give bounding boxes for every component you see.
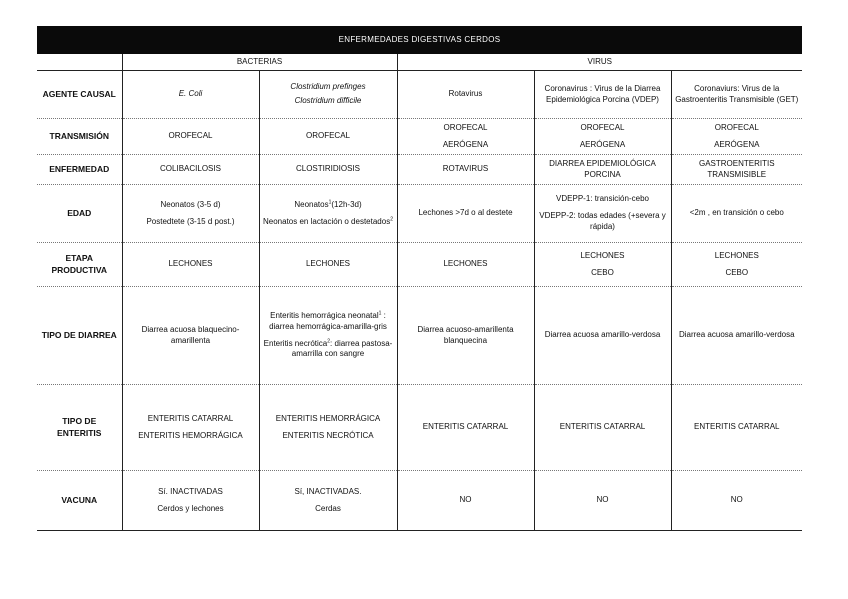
cell-line: OROFECAL (443, 122, 488, 132)
cell: Rotavirus (397, 71, 534, 119)
row-tipo-enteritis (37, 385, 802, 471)
cell (122, 471, 259, 531)
cell-line: ENTERITIS NECRÓTICA (282, 430, 374, 440)
cell (397, 119, 534, 155)
cell: Coronaviurs: Virus de la Gastroenteritis Transmisible (GET) (671, 71, 802, 119)
cell-line: ENTERITIS HEMORRÁGICA (138, 430, 243, 440)
cell-line: CEBO (725, 267, 749, 277)
cell: ENTERITIS CATARRAL (671, 385, 802, 471)
group-header-row (37, 54, 802, 71)
row-header: ENFERMEDAD (37, 155, 122, 185)
cell-line: CEBO (591, 267, 614, 277)
cell: ROTAVIRUS (397, 155, 534, 185)
cell (534, 185, 671, 243)
cell: CLOSTIRIDIOSIS (259, 155, 397, 185)
cell-text: Enteritis necrótica (263, 338, 328, 348)
footnote-mark: 1 (378, 310, 382, 317)
cell-line: Sí, INACTIVADAS. (294, 486, 362, 496)
cell-line: Sí. INACTIVADAS (158, 486, 223, 496)
footnote-mark: 1 (328, 199, 332, 206)
cell-line: Cerdos y lechones (157, 503, 224, 513)
cell-line (263, 200, 394, 211)
cell-line (263, 217, 394, 228)
cell-line: OROFECAL (580, 122, 625, 132)
cell: ENTERITIS CATARRAL (397, 385, 534, 471)
cell: LECHONES (122, 243, 259, 287)
cell (671, 119, 802, 155)
title-row (37, 26, 802, 54)
cell: LECHONES (259, 243, 397, 287)
cell: Diarrea acuosa amarillo-verdosa (534, 287, 671, 385)
cell-text: : diarrea pastosa-amarrilla con sangre (291, 338, 393, 359)
cell: ENTERITIS CATARRAL (534, 385, 671, 471)
corner-cell (37, 54, 122, 71)
footnote-mark: 2 (327, 337, 331, 344)
row-enfermedad (37, 155, 802, 185)
row-header: TRANSMISIÓN (37, 119, 122, 155)
cell-line: AERÓGENA (714, 139, 760, 149)
cell (259, 185, 397, 243)
cell (259, 471, 397, 531)
cell-text: Neonatos (294, 199, 329, 209)
cell (259, 385, 397, 471)
cell: OROFECAL (259, 119, 397, 155)
cell-line: ENTERITIS CATARRAL (147, 413, 234, 423)
cell-text: : diarrea hemorrágica-amarilla-gris (269, 310, 387, 331)
row-header: ETAPA PRODUCTIVA (37, 243, 122, 287)
cell-text: (12h-3d) (331, 199, 362, 209)
cell: NO (397, 471, 534, 531)
row-edad (37, 185, 802, 243)
cell-line: Postedtete (3-15 d post.) (146, 216, 235, 226)
cell (259, 287, 397, 385)
cell: OROFECAL (122, 119, 259, 155)
cell: Coronavirus : Virus de la Diarrea Epidemiológica Porcina (VDEP) (534, 71, 671, 119)
cell: DIARREA EPIDEMIOLÓGICA PORCINA (534, 155, 671, 185)
cell-line (263, 339, 394, 361)
row-header: AGENTE CAUSAL (37, 71, 122, 119)
cell-line: Cerdas (315, 503, 341, 513)
cell: Lechones >7d o al destete (397, 185, 534, 243)
group-bacterias: BACTERIAS (122, 54, 397, 71)
cell-text: Neonatos en lactación o destetados (263, 216, 391, 226)
row-agente-causal (37, 71, 802, 119)
row-header: VACUNA (37, 471, 122, 531)
cell (259, 71, 397, 119)
cell: Diarrea acuosa blaquecino-amarillenta (122, 287, 259, 385)
cell-line: LECHONES (714, 250, 759, 260)
footnote-mark: 2 (390, 215, 393, 222)
cell (122, 385, 259, 471)
cell-line: Clostridium prefinges (290, 82, 366, 92)
cell-line: VDEPP-1: transición-cebo (556, 194, 649, 204)
row-etapa-productiva (37, 243, 802, 287)
row-header: TIPO DE ENTERITIS (37, 385, 122, 471)
cell-line: LECHONES (580, 250, 625, 260)
cell-line (263, 311, 394, 333)
cell-line: AERÓGENA (579, 139, 626, 149)
cell: GASTROENTERITIS TRANSMISIBLE (671, 155, 802, 185)
cell-text: Enteritis hemorrágica neonatal (270, 310, 379, 320)
table-title: ENFERMEDADES DIGESTIVAS CERDOS (37, 26, 802, 54)
cell (534, 243, 671, 287)
cell: E. Coli (122, 71, 259, 119)
group-virus: VIRUS (397, 54, 802, 71)
cell-line: VDEPP-2: todas edades (+severa y rápida) (539, 211, 666, 231)
row-header: TIPO DE DIARREA (37, 287, 122, 385)
row-header: EDAD (37, 185, 122, 243)
row-vacuna (37, 471, 802, 531)
cell: LECHONES (397, 243, 534, 287)
diseases-table (37, 26, 802, 531)
cell: NO (671, 471, 802, 531)
cell (534, 119, 671, 155)
row-tipo-diarrea (37, 287, 802, 385)
cell-line: ENTERITIS HEMORRÁGICA (275, 413, 381, 423)
cell: Diarrea acuosa amarillo-verdosa (671, 287, 802, 385)
cell: Diarrea acuoso-amarillenta blanquecina (397, 287, 534, 385)
cell: NO (534, 471, 671, 531)
cell: <2m , en transición o cebo (671, 185, 802, 243)
cell-line: AERÓGENA (442, 139, 489, 149)
cell-line: OROFECAL (714, 122, 759, 132)
row-transmision (37, 119, 802, 155)
cell-line: Neonatos (3-5 d) (160, 199, 221, 209)
cell-line: Clostridium difficile (294, 96, 362, 105)
cell: COLIBACILOSIS (122, 155, 259, 185)
cell (122, 185, 259, 243)
cell (671, 243, 802, 287)
